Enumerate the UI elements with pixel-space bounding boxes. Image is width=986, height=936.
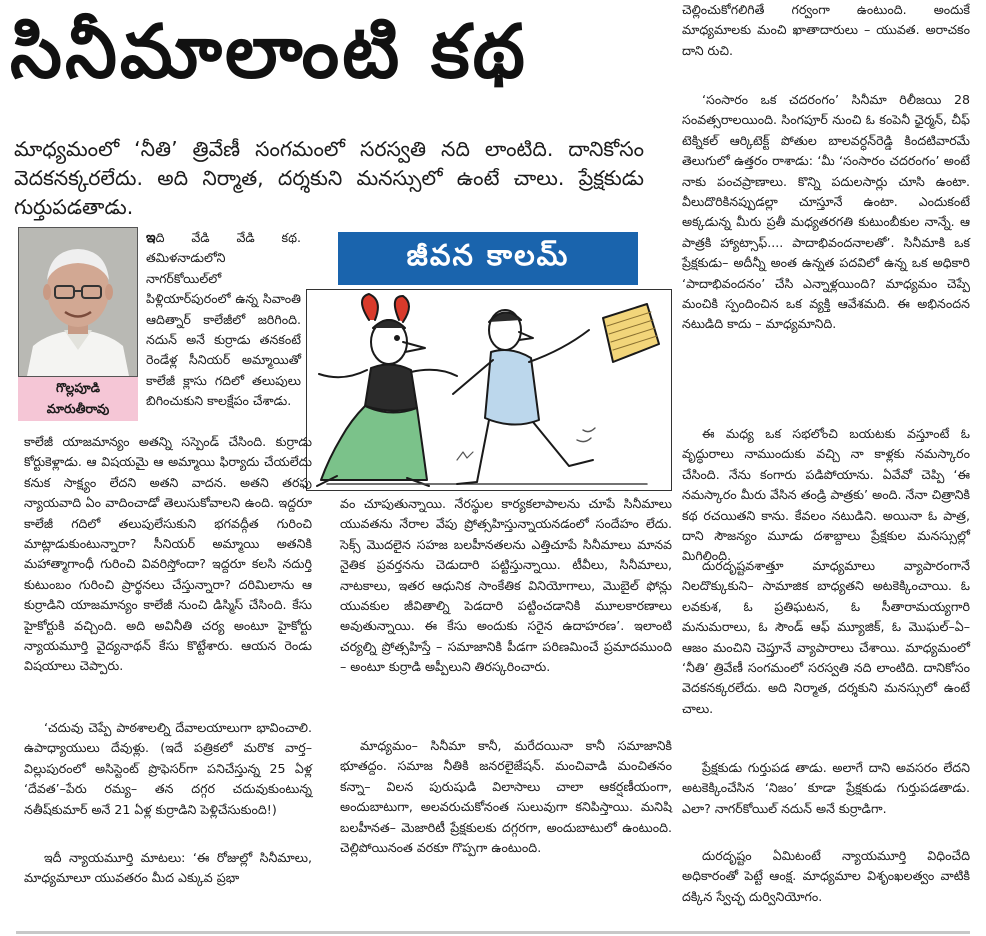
column-title: జీవన కాలమ్ <box>406 237 570 272</box>
col2-paragraph-1: వం చూపుతున్నాయి. నేరస్థుల కార్యకలాపాలను చూపే సినీమాలు యువతను నేరాల వేపు ప్రోత్సహిస్తున్నాయనడంలో సందేహం లేదు. సెక్స్ మొదలైన సహజ బలహీనతలను ఎత్తిచూపే సినీమాలు మానవ నైతిక ప్రవర్తనను చెడుదారి పట్టిస్తున్నాయి. టీవీలు, సినీమాలు, నాటకాలు, ఇతర ఆధునిక సాంకేతిక వినియోగాలు, మొబైల్ ఫోన్లు యువకుల జీవితాల్ని పెడదారి పట్టించడానికి మూలకారణాలు అవుతున్నాయి. ఈ కేసు అందుకు సరైన ఉదాహరణ’. ఇలాంటి చర్యల్ని ప్రోత్సహిస్తే – సమాజానికి పీడగా పరిణమించే ప్రమాదముంది – అంటూ కుర్రాడి అప్పీలుని తిరస్కరించారు. <box>340 496 672 675</box>
col2-paragraph-2: మాధ్యమం– సినీమా కానీ, మరేదయినా కానీ సమాజానికి భూతద్దం. సమాజ నీతికి జనరలైజేషన్. మంచివాడి మంచితనం కన్నా– విలన పురుషుడి విలాసాలు చాలా ఆకర్షణీయంగా, అందుబాటుగా, అలవరుచుకోనంత సులువుగా కనిపిస్తాయి. మనిషి బలహీనత– మెజారిటీ ప్రేక్షకులకు దగ్గరగా, అందుబాటులో ఉంటుంది. చెల్లిపోయినంత వరకూ గొప్పగా ఉంటుంది. <box>340 738 672 856</box>
col3-paragraph-1: ‘సంసారం ఒక చదరంగం’ సినీమా రిలీజయి 28 సంవత్సరాలయింది. సింగపూర్ నుంచి ఓ కంపెనీ ఛైర్మన్, చీఫ్ టెక్నికల్ ఆర్కిటెక్ట్ పోతుల బాలవర్ధన్‌రెడ్డి కిందటివారమే తెలుగులో ఉత్తరం రాశాడు: ‘మీ ‘సంసారం చదరంగం’ అంటే నాకు పంచప్రాణాలు. కొన్ని పదులసార్లు చూసి ఉంటా. వీలుదొరికినప్పుడల్లా చూస్తూనే ఉంటా. ఎందుకంటే అక్కడున్న మీరు ప్రతీ మధ్యతరగతి కుటుంబీకుల నాన్నే. ఆ పాత్రకి హ్యాట్సాఫ్.... పాదాభివందనాలతో’. సినీమాకి ఒక ప్రేక్షకుడు– అదీన్నీ అంత ఉన్నత పదవిలో ఉన్న ఒక అధికారి ‘పాదాభివందనం’ చేసి ఎన్నాళ్లయింది? మాధ్యమం చెప్పే మంచికి స్పందించిన ఒక వ్యక్తి ఆవేశమది. ఈ అభినందన నటుడిది కాదు – మాధ్యమానిది. <box>682 92 970 332</box>
col3-paragraph-5: దురదృష్టం ఏమిటంటే న్యాయమూర్తి విధించేది అధికారంతో పెట్టే ఆంక్ష. మాధ్యమాల విశృంఖలత్వం వాటికి దక్కిన స్వేచ్ఛ దుర్వినియోగం. <box>682 848 970 904</box>
bottom-rule <box>16 931 970 934</box>
col3-paragraph-3: దురదృష్టవశాత్తూ మాధ్యమాలు వ్యాపారంగానే నిలదొక్కుకుని– సామాజిక బాధ్యతని అటకెక్కించాయి. ఓ లవకుశ, ఓ ప్రతిఘటన, ఓ సీతారామయ్యగారి మనుమరాలు, ఓ సౌండ్ ఆఫ్ మ్యూజిక్, ఓ మొఘల్–ఏ–ఆజం మంచిని చెప్తూనే వ్యాపారాలు చేశాయి. మాధ్యమంలో ‘నీతి’ త్రివేణీ సంగమంలో సరస్వతి నది లాంటిది. దానికోసం వెదకనక్కరలేదు. అది నిర్మాత, దర్శకుని మనస్సులో ఉంటే చాలు. <box>682 558 970 716</box>
cartoon-drawing <box>307 290 671 490</box>
standfirst: మాధ్యమంలో ‘నీతి’ త్రివేణీ సంగమంలో సరస్వతి నది లాంటిది. దానికోసం వెదకనక్కరలేదు. అది నిర్మాత, దర్శకుని మనస్సులో ఉంటే చాలు. ప్రేక్షకుడు గుర్తుపడతాడు. <box>14 136 644 219</box>
col1-paragraph-3: ఇదీ న్యాయమూర్తి మాటలు: ‘ఈ రోజుల్లో సినీమాలు, మాధ్యమాలూ యువతరం మీద ఎక్కువ ప్రభా <box>24 850 312 886</box>
col3-paragraph-2: ఈ మధ్య ఒక సభలోంచి బయటకు వస్తూంటే ఓ వృద్ధురాలు నాముందుకు వచ్చి నా కాళ్లకు నమస్కారం చేసింది. నేను కంగారు పడిపోయాను. ఏవేవో చెప్పి ‘ఈ నమస్కారం మీరు వేసిన తండ్రి పాత్రకు’ అంది. నేనా చిత్రానికి కథ రచయితని కాను. కేవలం నటుడిని. అయినా ఓ పాత్ర, దాని సౌజన్యం మూడు దశాబ్దాలు ప్రేక్షకుల మనస్సుల్లో మిగిలింది. <box>682 426 970 564</box>
col1-paragraph-1: కాలేజీ యాజమాన్యం అతన్ని సస్పెండ్ చేసింది. కుర్రాడు కోర్టుకెళ్లాడు. ఆ విషయమై ఆ అమ్మాయి ఫిర్యాదు చేయలేదు కనుక సాక్ష్యం లేదని అతని వాదన. అతని తరఫు న్యాయవాది ఏం వాదించాడో తెలుసుకోవాలని ఉంది. ఇద్దరూ కాలేజీ గదిలో తలుపులేసుకుని భగవద్గీత గురించి మాట్లాడుకుంటున్నారా? సీనియర్ అమ్మాయి అతనికి మహాత్మాగాంధీ గురించి వివరిస్తోందా? ఇద్దరూ కలసి నదుర్తి కుటుంబం గురించి ప్రార్థనలు చేస్తున్నారా? దరిమిలాను ఆ కుర్రాడిని యాజమాన్యం కాలేజీ నుంచి డిస్మిస్ చేసింది. కేసు హైకోర్టుకి వచ్చింది. అది అవినీతి చర్య అంటూ హైకోర్టు న్యాయమూర్తి వైద్యనాథన్ కేసు కొట్టేశారు. ఆయన రెండు విషయాలు చెప్పారు. <box>24 434 312 674</box>
column-title-box <box>338 232 638 285</box>
byline <box>18 377 138 421</box>
byline-line-2: మారుతీరావు <box>46 401 110 416</box>
col1-intro-text: ది వేడి వేడి కథ. తమిళనాడులోని నాగర్‌కోయిల్‌లో పిళ్లియార్‌పురంలో ఉన్న సివాంతి ఆదిత్నార్ కాలేజీలో జరిగింది. నదున్ అనే కుర్రాడు తనకంటే రెండేళ్ల సీనియర్ అమ్మాయితో కాలేజీ క్లాసు గదిలో తలుపులు బిగించుకుని కాలక్షేపం చేశాడు. <box>146 230 301 409</box>
col3-paragraph-0: చెల్లించుకోగలిగితే గర్వంగా ఉంటుంది. అందుకే మాధ్యమాలకు మంచి ఖాతాదారులు – యువత. అరాచకం దాని రుచి. <box>682 2 970 58</box>
col3-paragraph-4: ప్రేక్షకుడు గుర్తుపడ తాడు. అలాగే దాని అవసరం లేదని అటకెక్కించేసిన ‘నిజం’ కూడా ప్రేక్షకుడు గుర్తుపడతాడు. ఎలా? నాగర్‌కోయిల్ నదున్ అనే కుర్రాడిగా. <box>682 760 970 816</box>
col1-intro <box>146 228 301 412</box>
byline-line-1: గొల్లపూడి <box>56 380 100 395</box>
col1-paragraph-2: ‘చదువు చెప్పే పాఠశాలల్ని దేవాలయాలుగా భావించాలి. ఉపాధ్యాయులు దేవుళ్లు. (ఇదే పత్రికలో మరొక వార్త– విల్లుపురంలో అసిస్టెంట్ ప్రొఫెసర్‌గా పనిచేస్తున్న 25 ఏళ్ల ‘దేవత’–పేరు రమ్య– తన దగ్గర చదువుకుంటున్న నతీష్‌కుమార్ అనే 21 ఏళ్ల కుర్రాడిని పెళ్లిచేసుకుంది!) <box>24 720 312 817</box>
cartoon-illustration <box>306 289 672 491</box>
author-photo <box>18 227 138 377</box>
drop-letter: ఇ <box>146 230 156 246</box>
headline: సినీమాలాంటి కథ <box>10 9 528 95</box>
author-portrait-image <box>19 228 137 376</box>
